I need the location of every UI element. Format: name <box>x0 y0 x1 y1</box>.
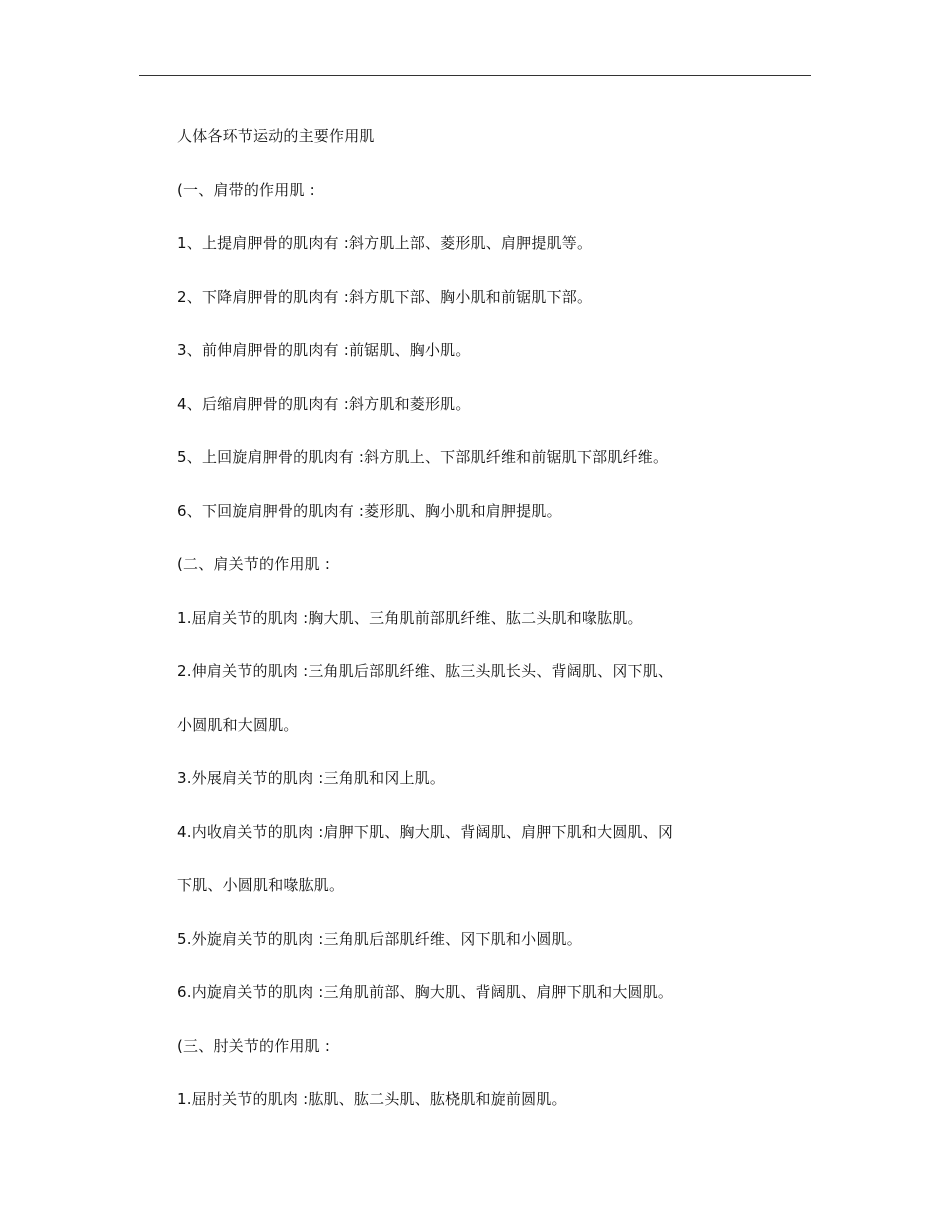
header-rule <box>139 75 811 76</box>
section-heading-shoulder-girdle: (一、肩带的作用肌 : <box>177 180 315 199</box>
text-line: 小圆肌和大圆肌。 <box>177 715 299 734</box>
text-line: 2.伸肩关节的肌肉 :三角肌后部肌纤维、肱三头肌长头、背阔肌、冈下肌、 <box>177 662 674 680</box>
text-line: 6.内旋肩关节的肌肉 :三角肌前部、胸大肌、背阔肌、肩胛下肌和大圆肌。 <box>177 983 674 1001</box>
text-line: 1、上提肩胛骨的肌肉有 :斜方肌上部、菱形肌、肩胛提肌等。 <box>177 234 593 252</box>
text-line: 6、下回旋肩胛骨的肌肉有 :菱形肌、胸小肌和肩胛提肌。 <box>177 501 562 520</box>
document-title: 人体各环节运动的主要作用肌 <box>177 127 375 145</box>
text-line: 下肌、小圆肌和喙肱肌。 <box>177 876 345 894</box>
text-line: 4.内收肩关节的肌肉 :肩胛下肌、胸大肌、背阔肌、肩胛下肌和大圆肌、冈 <box>177 822 674 841</box>
section-heading-elbow-joint: (三、肘关节的作用肌 : <box>177 1036 331 1055</box>
section-heading-shoulder-joint: (二、肩关节的作用肌 : <box>177 555 331 573</box>
text-line: 5.外旋肩关节的肌肉 :三角肌后部肌纤维、冈下肌和小圆肌。 <box>177 929 582 948</box>
text-line: 1.屈肘关节的肌肉 :肱肌、肱二头肌、肱桡肌和旋前圆肌。 <box>177 1090 567 1108</box>
text-line: 3、前伸肩胛骨的肌肉有 :前锯肌、胸小肌。 <box>177 341 471 359</box>
document-body <box>177 121 777 1138</box>
text-line: 4、后缩肩胛骨的肌肉有 :斜方肌和菱形肌。 <box>177 394 471 413</box>
text-line: 2、下降肩胛骨的肌肉有 :斜方肌下部、胸小肌和前锯肌下部。 <box>177 287 593 306</box>
text-line: 3.外展肩关节的肌肉 :三角肌和冈上肌。 <box>177 769 446 787</box>
text-line: 5、上回旋肩胛骨的肌肉有 :斜方肌上、下部肌纤维和前锯肌下部肌纤维。 <box>177 448 669 466</box>
text-line: 1.屈肩关节的肌肉 :胸大肌、三角肌前部肌纤维、肱二头肌和喙肱肌。 <box>177 608 643 627</box>
